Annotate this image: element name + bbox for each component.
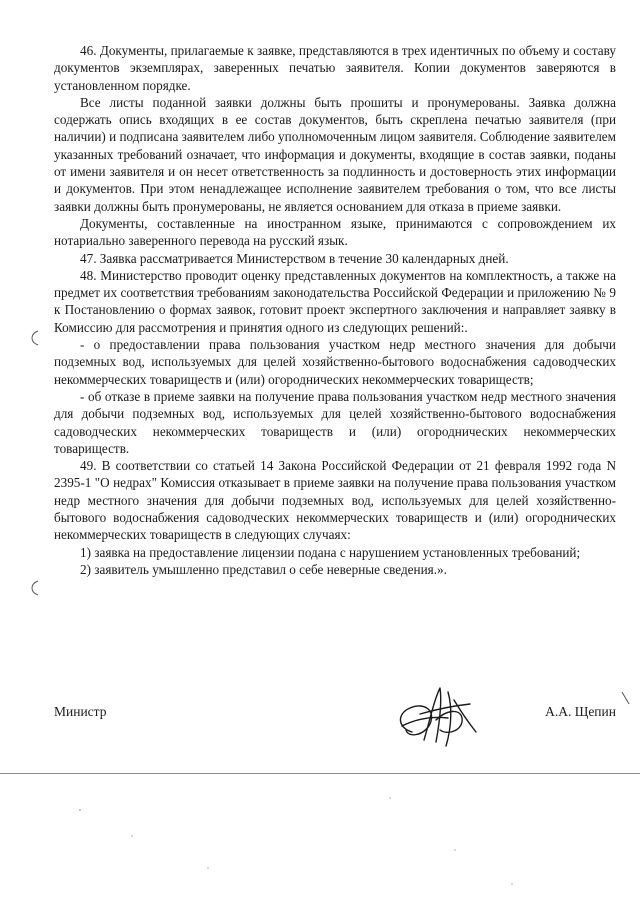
refusal-case-1: 1) заявка на предоставление лицензии подана с нарушением установленных требований; bbox=[80, 544, 581, 560]
signature-block bbox=[54, 680, 616, 750]
paragraph-49: 49. В соответствии со статьей 14 Закона Российской Федерации от 21 февраля 1992 года N 2395-1 "О недрах" Комиссия отказывает в приеме заявки на получение права пользования участком недр местного значения для добычи подземных вод, используемых для целей хозяйственно-бытового водоснабжения садоводческих некоммерческих товариществ и (или) огороднических некоммерческих товариществ в следующих случаях: bbox=[54, 458, 616, 543]
left-margin-bracket-mark bbox=[28, 330, 40, 346]
left-margin-bracket-mark bbox=[28, 580, 40, 596]
paragraph-foreign-language: Документы, составленные на иностранном языке, принимаются с сопровождением их нотариально заверенного перевода на русский язык. bbox=[54, 215, 616, 249]
right-margin-stroke-mark bbox=[620, 690, 632, 706]
decision-item-refuse: - об отказе в приеме заявки на получение права пользования участком недр местного значения для добычи подземных вод, используемых для целей хозяйственно-бытового водоснабжения садоводческих некоммерческих товариществ и (или) огороднических некоммерческих товариществ. bbox=[54, 388, 616, 456]
page-divider-line bbox=[0, 773, 640, 774]
paragraph-48: 48. Министерство проводит оценку представленных документов на комплектность, а также на предмет их соответствия требованиям законодательства Российской Федерации и приложению № 9 к Постановлению о формах заявок, готовит проект экспертного заключения и направляет заявку в Комиссию для рассмотрения и принятия одного из следующих решений:. bbox=[54, 267, 616, 335]
paragraph-46: 46. Документы, прилагаемые к заявке, представляются в трех идентичных по объему и составу документов экземплярах, заверенных печатью заявителя. Копии документов заверяются в установленном порядке. bbox=[54, 43, 616, 93]
signer-name: А.А. Щепин bbox=[545, 704, 616, 719]
paragraph-47: 47. Заявка рассматривается Министерством в течение 30 календарных дней. bbox=[80, 250, 509, 266]
refusal-case-2: 2) заявитель умышленно представил о себе неверные сведения.». bbox=[80, 561, 447, 577]
paragraph-sheets-requirements: Все листы поданной заявки должны быть прошиты и пронумерованы. Заявка должна содержать опись входящих в ее состав документов, быть скреплена печатью заявителя (при наличии) и подписана заявителем либо уполномоченным лицом заявителя. Соблюдение заявителем указанных требований означает, что информация и документы, входящие в состав заявки, поданы от имени заявителя и он несет ответственность за подлинность и достоверность этих информации и документов. При этом ненадлежащее исполнение заявителем требования о том, что все листы заявки должны быть пронумерованы, не является основанием для отказа в приеме заявки. bbox=[54, 94, 616, 214]
scan-speckles bbox=[0, 780, 640, 900]
document-body bbox=[54, 42, 616, 578]
handwritten-signature bbox=[390, 680, 482, 750]
decision-item-grant: - о предоставлении права пользования участком недр местного значения для добычи подземных вод, используемых для целей хозяйственно-бытового водоснабжения садоводческих некоммерческих товариществ и (или) огороднических некоммерческих товариществ; bbox=[54, 337, 616, 387]
signer-title: Министр bbox=[54, 704, 107, 719]
